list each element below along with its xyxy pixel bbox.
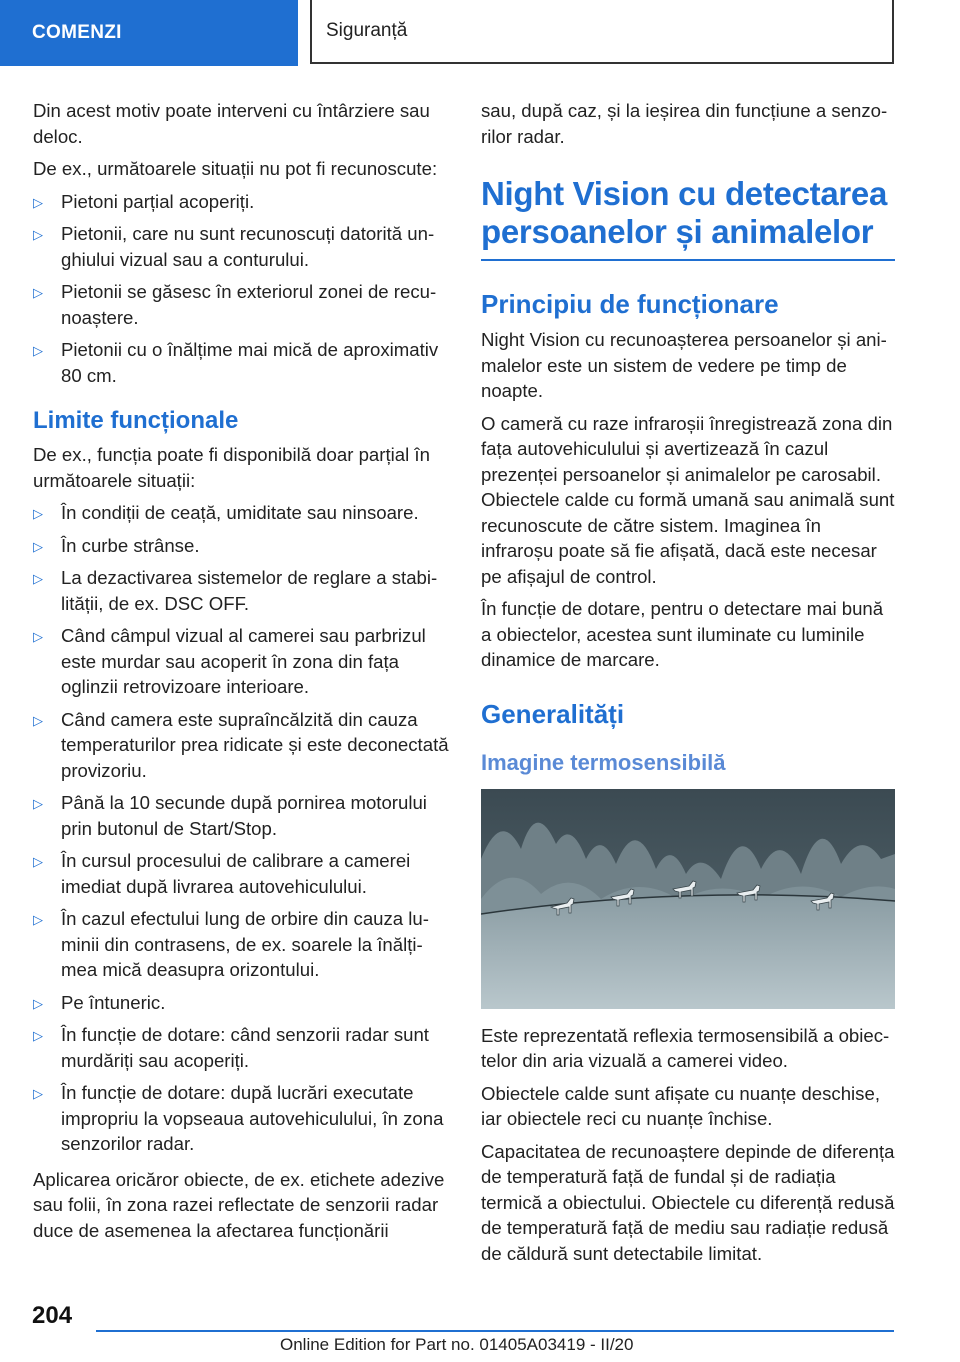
list-item: ▷ Când câmpul vizual al camerei sau parbrizul este murdar sau acoperit în zona din fața oglinzii retrovizoare interioare. (33, 625, 426, 697)
section-title: Siguranță (326, 20, 408, 41)
page-number: 204 (32, 1302, 73, 1329)
paragraph: Night Vision cu recunoașterea persoanelor și animalelor este un sistem de vedere pe timp de noapte. (481, 329, 887, 401)
chapter-heading: Night Vision cu detectarea persoanelor și animalelor (481, 175, 895, 261)
list-item: ▷ În funcție de dotare: când senzorii radar sunt murdăriți sau acoperiți. (33, 1024, 429, 1071)
paragraph: Obiectele calde sunt afișate cu nuanțe deschise, iar obiectele reci cu nuanțe închise. (481, 1082, 880, 1129)
thermal-image-illustration (481, 789, 895, 1009)
list-item: ▷ La dezactivarea sistemelor de reglare a stabilității, de ex. DSC OFF. (33, 567, 438, 614)
heading-principle: Principiu de funcționare (481, 289, 779, 319)
list-not-recognized (33, 189, 449, 389)
heading-general: Generalități (481, 698, 625, 729)
chapter-tab (0, 0, 298, 66)
triangle-bullet-icon: ▷ (33, 538, 43, 554)
triangle-bullet-icon: ▷ (33, 1028, 43, 1043)
paragraph: Aplicarea oricăror obiecte, de ex. etichete adezive sau folii, în zona razei reflectate de senzorii radar duce de asemenea la afectarea funcționării (33, 1168, 445, 1241)
paragraph: De ex., funcția poate fi disponibilă doar parțial în următoarele situații: (33, 444, 430, 491)
triangle-bullet-icon: ▷ (33, 194, 43, 210)
list-item: ▷ Pietonii se găsesc în exteriorul zonei de recunoaștere. (33, 281, 437, 328)
list-item: ▷ În cursul procesului de calibrare a camerei imediat după livrarea autovehiculului. (33, 850, 411, 897)
heading-thermal-image: Imagine termosensibilă (481, 749, 726, 775)
triangle-bullet-icon: ▷ (33, 712, 43, 728)
list-item: ▷ În curbe strânse. (33, 533, 449, 559)
triangle-bullet-icon: ▷ (33, 912, 43, 927)
list-item: ▷ În funcție de dotare: după lucrări executate impropriu la vopseaua autovehiculului, în zona senzorilor radar. (33, 1082, 444, 1154)
triangle-bullet-icon: ▷ (33, 506, 43, 521)
left-column (33, 98, 449, 1250)
paragraph: O cameră cu raze infraroșii înregistrează zona din fața autovehiculului și avertizează în cazul prezenței persoanelor și animalelor pe carosabil. Obiectele calde cu formă umană sau animală sunt recunoscute de către sistem. Imaginea în infraroșu poate să fie afișată, dacă este necesar pe afișajul de control. (481, 412, 895, 587)
list-item: ▷ În cazul efectului lung de orbire din cauza luminii din contrasens, de ex. soarele la înălțimea mică deasupra orizontului. (33, 908, 429, 980)
list-item: ▷ În condiții de ceață, umiditate sau ninsoare. (33, 500, 449, 526)
paragraph: sau, după caz, și la ieșirea din funcțiune a senzorilor radar. (481, 100, 888, 147)
list-item: ▷ Pietonii cu o înălțime mai mică de aproximativ 80 cm. (33, 339, 439, 386)
triangle-bullet-icon: ▷ (33, 995, 43, 1011)
right-column (481, 98, 895, 1273)
list-item: ▷ Pe întuneric. (33, 990, 449, 1016)
triangle-bullet-icon: ▷ (33, 227, 43, 242)
section-header (310, 0, 894, 64)
paragraph: Capacitatea de recunoaștere depinde de diferența de temperatură față de fundal și de radiația termică a obiectului. Obiectele cu diferență redusă de temperatură față de mediu sau radiație redusă de căldură sunt detectabile limitat. (481, 1140, 895, 1264)
triangle-bullet-icon: ▷ (33, 854, 43, 869)
chapter-title: COMENZI (32, 22, 122, 43)
triangle-bullet-icon: ▷ (33, 1086, 43, 1101)
paragraph: În funcție de dotare, pentru o detectare mai bună a obiectelor, acestea sunt iluminate cu luminile dinamice de marcare. (481, 598, 884, 670)
list-item: ▷ Până la 10 secunde după pornirea motorului prin butonul de Start/Stop. (33, 792, 427, 839)
paragraph: Este reprezentată reflexia termosensibilă a obiectelor din aria vizuală a camerei video. (481, 1024, 890, 1071)
paragraph: De ex., următoarele situații nu pot fi recunoscute: (33, 158, 438, 179)
triangle-bullet-icon: ▷ (33, 629, 43, 644)
list-item: ▷ Când camera este supraîncălzită din cauza temperaturilor prea ridicate și este deconectată provizoriu. (33, 708, 449, 781)
paragraph: Din acest motiv poate interveni cu întârziere sau deloc. (33, 100, 430, 147)
list-limitations (33, 500, 449, 1157)
footer-edition: Online Edition for Part no. 01405A03419 - II/20 (280, 1335, 634, 1354)
triangle-bullet-icon: ▷ (33, 343, 43, 358)
heading-limits: Limite funcționale (33, 407, 239, 434)
triangle-bullet-icon: ▷ (33, 285, 43, 300)
list-item: ▷ Pietonii, care nu sunt recunoscuți datorită unghiului vizual sau a conturului. (33, 223, 435, 270)
triangle-bullet-icon: ▷ (33, 571, 43, 586)
triangle-bullet-icon: ▷ (33, 796, 43, 811)
footer-divider (96, 1330, 894, 1332)
list-item: ▷ Pietoni parțial acoperiți. (33, 189, 449, 215)
